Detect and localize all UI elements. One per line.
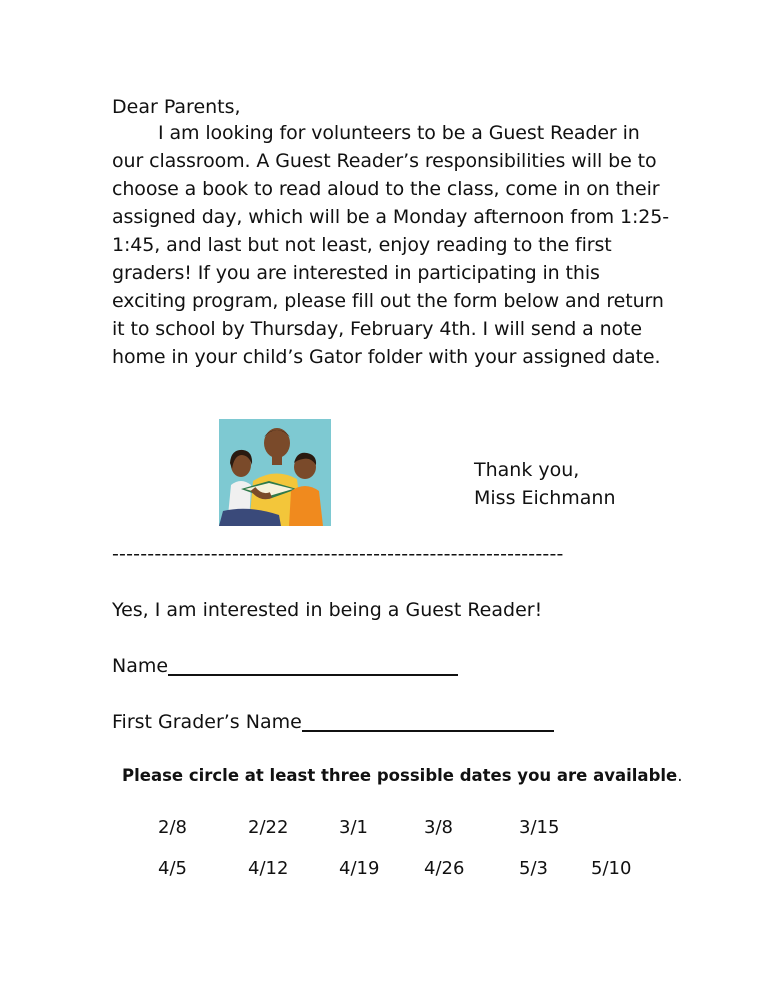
date-option[interactable]: 3/1 xyxy=(339,817,368,838)
instruction-period: . xyxy=(677,766,683,785)
father-reading-illustration-icon xyxy=(219,419,331,526)
instruction-text: Please circle at least three possible dates you are available xyxy=(122,766,678,785)
date-option[interactable]: 3/15 xyxy=(519,817,560,838)
date-option[interactable]: 2/22 xyxy=(248,817,289,838)
letter-body: I am looking for volunteers to be a Guest Reader in our classroom. A Guest Reader’s responsibilities will be to choose a book to read aloud to the class, come in on their assigned day, which will be a Monday afternoon from 1:25-1:45, and last but not least, enjoy reading to the first graders! If you are interested in participating in this exciting program, please fill out the form below and return it to school by Thursday, February 4th. I will send a note home in your child’s Gator folder with your assigned date. xyxy=(112,122,670,368)
child-name-blank-line[interactable] xyxy=(302,708,554,732)
interest-statement: Yes, I am interested in being a Guest Reader! xyxy=(112,599,543,621)
name-field-row xyxy=(112,652,458,680)
date-instruction xyxy=(122,763,682,789)
date-option[interactable]: 4/26 xyxy=(424,858,465,879)
name-label: Name xyxy=(112,655,169,677)
date-option[interactable]: 4/5 xyxy=(158,858,187,879)
date-option[interactable]: 4/12 xyxy=(248,858,289,879)
date-option[interactable]: 3/8 xyxy=(424,817,453,838)
child-name-field-row xyxy=(112,708,554,736)
cut-line-divider: ---------------------------------------------------------------- xyxy=(112,543,564,565)
date-option[interactable]: 2/8 xyxy=(158,817,187,838)
date-option[interactable]: 4/19 xyxy=(339,858,380,879)
letter-signoff xyxy=(474,456,616,512)
child-name-label: First Grader’s Name xyxy=(112,711,302,733)
date-option[interactable]: 5/3 xyxy=(519,858,548,879)
closing-text: Thank you, xyxy=(474,459,580,481)
date-option[interactable]: 5/10 xyxy=(591,858,632,879)
name-blank-line[interactable] xyxy=(168,652,458,676)
letter-greeting: Dear Parents, xyxy=(112,96,241,118)
signature-text: Miss Eichmann xyxy=(474,487,616,509)
